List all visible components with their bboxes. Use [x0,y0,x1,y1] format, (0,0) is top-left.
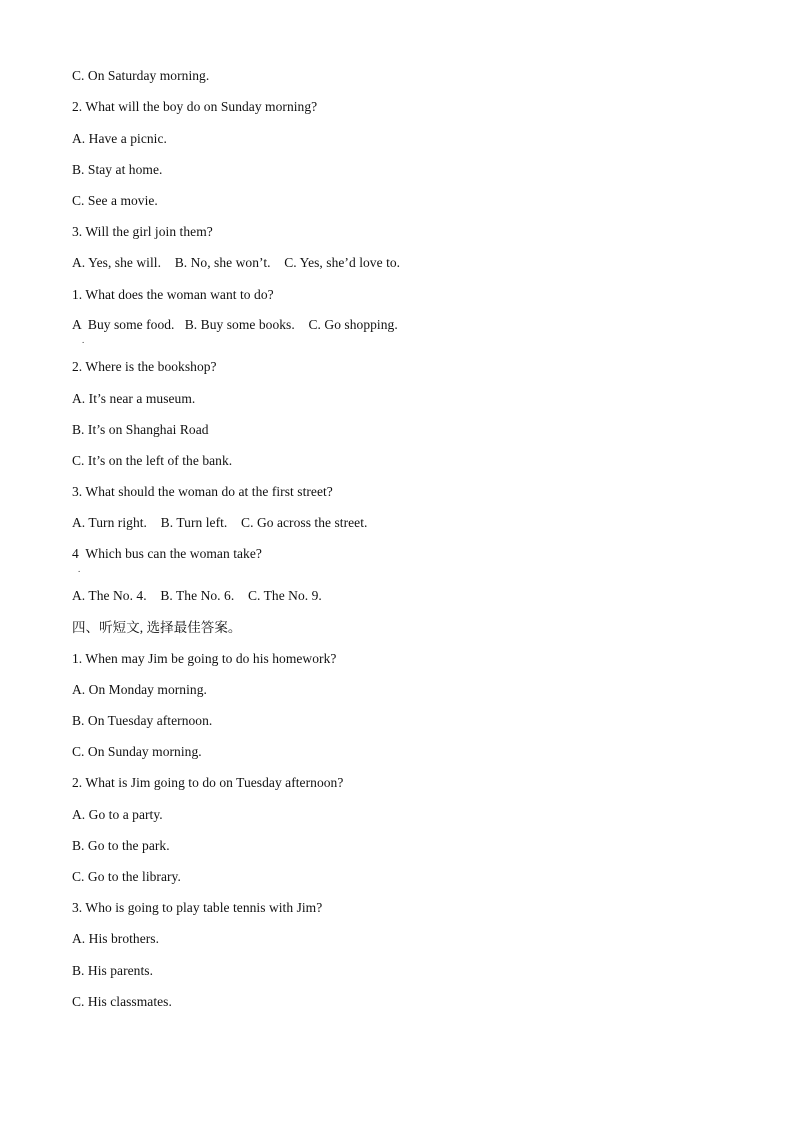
stray-dot-mark: . [78,564,81,574]
option-line: C. It’s on the left of the bank. [72,453,233,468]
options-row: A Buy some food. B. Buy some books. C. Go shopping. [72,317,398,332]
section-heading: 四、听短文, 选择最佳答案。 [72,620,242,635]
option-line: B. Stay at home. [72,162,163,177]
option-line: A. His brothers. [72,931,160,946]
question-line: 3. What should the woman do at the first street? [72,484,333,499]
option-line: C. Go to the library. [72,869,181,884]
option-line: A. Go to a party. [72,807,163,822]
option-line: B. It’s on Shanghai Road [72,422,209,437]
question-line: 3. Who is going to play table tennis with Jim? [72,900,323,915]
question-line: 1. When may Jim be going to do his homework? [72,651,337,666]
option-line: C. See a movie. [72,193,158,208]
option-line: A. On Monday morning. [72,682,207,697]
question-line: 3. Will the girl join them? [72,224,213,239]
question-line: 2. What will the boy do on Sunday morning? [72,99,318,114]
option-line: A. Have a picnic. [72,131,167,146]
option-line: C. On Saturday morning. [72,68,210,83]
options-row: A. Turn right. B. Turn left. C. Go across the street. [72,515,368,530]
stray-dot-mark: . [82,335,85,345]
option-line: C. His classmates. [72,994,172,1009]
option-line: B. His parents. [72,963,153,978]
option-line: C. On Sunday morning. [72,744,202,759]
options-row: A. Yes, she will. B. No, she won’t. C. Yes, she’d love to. [72,255,401,270]
question-line: 1. What does the woman want to do? [72,287,274,302]
question-line: 2. Where is the bookshop? [72,359,217,374]
option-line: A. It’s near a museum. [72,391,196,406]
options-row: A. The No. 4. B. The No. 6. C. The No. 9. [72,588,322,603]
option-line: B. Go to the park. [72,838,170,853]
option-line: B. On Tuesday afternoon. [72,713,213,728]
question-line: 2. What is Jim going to do on Tuesday afternoon? [72,775,344,790]
question-line: 4 Which bus can the woman take? [72,546,262,561]
